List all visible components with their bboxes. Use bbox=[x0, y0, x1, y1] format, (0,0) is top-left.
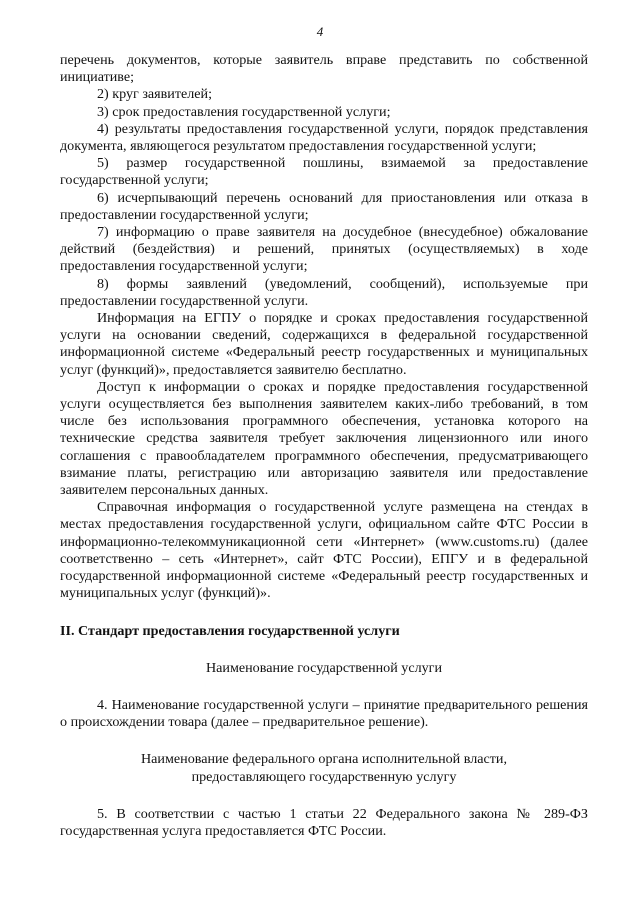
document-body bbox=[60, 52, 588, 840]
paragraph-epgu-info: Информация на ЕГПУ о порядке и сроках предоставления государственной услуги на основании сведений, содержащихся в федеральной государственной информационной системе «Федеральный реестр государственных и муниципальных услуг (функций)», предоставляется заявителю бесплатно. bbox=[60, 310, 588, 378]
paragraph-reference-info: Справочная информация о государственной услуге размещена на стендах в местах предоставления государственной услуги, официальном сайте ФТС России в информационно-телекоммуникационной сети «Интернет» (www.customs.ru) (далее соответственно – сеть «Интернет», сайт ФТС России), ЕПГУ и в федеральной государственной информационной системе «Федеральный реестр государственных и муниципальных услуг (функций)». bbox=[60, 499, 588, 602]
list-item-fee: 5) размер государственной пошлины, взимаемой за предоставление государственной услуги; bbox=[60, 155, 588, 189]
list-item-grounds: 6) исчерпывающий перечень оснований для приостановления или отказа в предоставлении государственной услуги; bbox=[60, 189, 588, 223]
paragraph-service-name: 4. Наименование государственной услуги – принятие предварительного решения о происхождении товара (далее – предварительное решение). bbox=[60, 696, 588, 731]
list-item-appeal: 7) информацию о праве заявителя на досудебное (внесудебное) обжалование действий (бездействия) и решений, принятых (осуществляемых) в ходе предоставления государственной услуги; bbox=[60, 224, 588, 275]
page-number: 4 bbox=[316, 24, 324, 39]
section-heading: II. Стандарт предоставления государственной услуги bbox=[60, 622, 400, 639]
paragraph-documents-list: перечень документов, которые заявитель вправе представить по собственной инициативе; bbox=[60, 52, 588, 86]
subheading-authority-line2: предоставляющего государственную услугу bbox=[191, 768, 457, 785]
list-item-applicants: 2) круг заявителей; bbox=[97, 86, 212, 103]
list-item-results: 4) результаты предоставления государственной услуги, порядок представления документа, являющегося результатом предоставления государственной услуги; bbox=[60, 120, 588, 155]
list-item-term: 3) срок предоставления государственной услуги; bbox=[97, 103, 391, 120]
subheading-service-name: Наименование государственной услуги bbox=[205, 659, 442, 676]
paragraph-authority: 5. В соответствии с частью 1 статьи 22 Федерального закона № 289-ФЗ государственная услуга предоставляется ФТС России. bbox=[60, 805, 588, 839]
subheading-authority-line1: Наименование федерального органа исполнительной власти, bbox=[141, 751, 507, 768]
paragraph-access: Доступ к информации о сроках и порядке предоставления государственной услуги осуществляется без выполнения заявителем каких-либо требований, в том числе без использования программного обеспечения, установка которого на технические средства заявителя требует заключения лицензионного или иного соглашения с правообладателем программного обеспечения, предусматривающего взимание платы, регистрацию или авторизацию заявителя или предоставление заявителем персональных данных. bbox=[60, 378, 588, 499]
list-item-forms: 8) формы заявлений (уведомлений, сообщений), используемые при предоставлении государственной услуги. bbox=[60, 275, 588, 309]
